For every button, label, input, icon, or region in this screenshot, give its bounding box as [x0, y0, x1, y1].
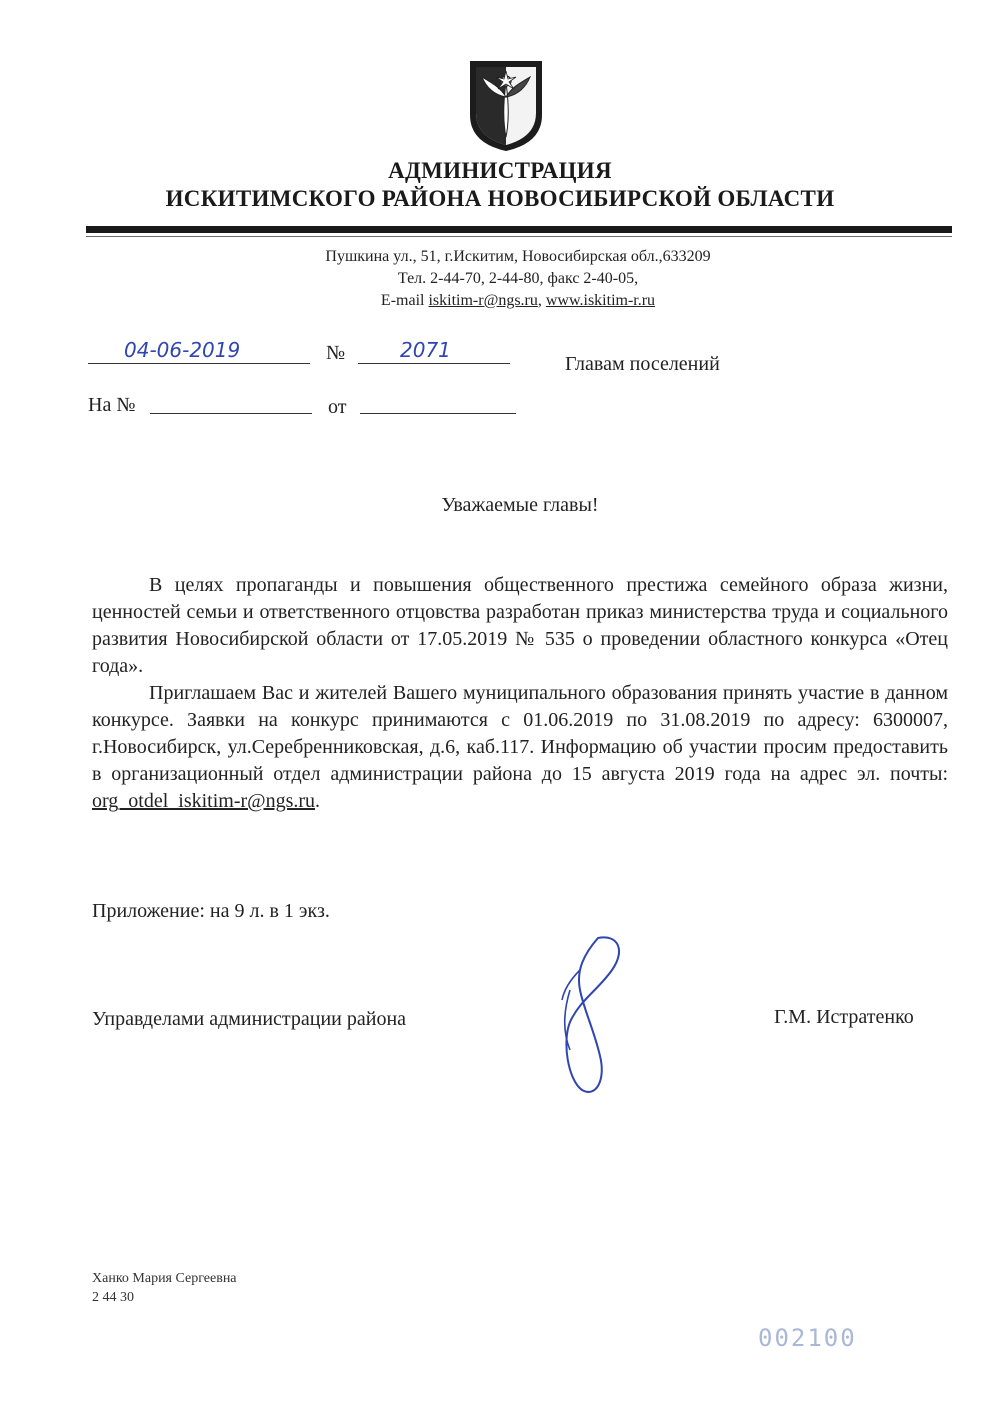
- website-link[interactable]: www.iskitim-r.ru: [545, 292, 656, 309]
- body-text: [92, 572, 948, 815]
- attachment-note: Приложение: на 9 л. в 1 экз.: [92, 900, 330, 922]
- handwritten-signature: [540, 930, 640, 1100]
- address-line1: Пушкина ул., 51, г.Искитим, Новосибирская обл.,633209: [325, 248, 711, 265]
- executor-phone: 2 44 30: [92, 1290, 134, 1305]
- recipient: Главам поселений: [565, 353, 720, 375]
- registration-number: 2071: [400, 338, 451, 362]
- signatory-name: Г.М. Истратенко: [774, 1006, 914, 1028]
- header-rule: [86, 226, 952, 233]
- org-title-line1: АДМИНИСТРАЦИЯ: [388, 158, 612, 183]
- greeting: Уважаемые главы!: [441, 494, 599, 516]
- address-line3: [0, 290, 1000, 312]
- number-label: №: [326, 342, 346, 364]
- number-line: [358, 363, 510, 364]
- from-date-line: [360, 413, 516, 414]
- incoming-stamp-number: 002100: [758, 1324, 857, 1352]
- paragraph-2: [92, 680, 948, 815]
- date-line: [88, 363, 310, 364]
- address-sep: ,: [537, 292, 546, 309]
- paragraph-2-end: .: [315, 790, 321, 812]
- paragraph-2-text: Приглашаем Вас и жителей Вашего муниципального образования принять участие в данном конкурсе. Заявки на конкурс принимаются с 01.06.2019 по 31.08.2019 по адресу: 6300007, г.Новосибирск, ул.Серебренниковская, д.6, каб.117. Информацию об участии просим предоставить в организационный отдел администрации района до 15 августа 2019 года на адрес эл. почты:: [92, 682, 948, 785]
- email-label: E-mail: [380, 292, 429, 309]
- email-link[interactable]: iskitim-r@ngs.ru: [428, 292, 538, 309]
- signatory-position: Управделами администрации района: [92, 1008, 407, 1030]
- reply-number-line: [150, 413, 312, 414]
- paragraph-1: В целях пропаганды и повышения общественного престижа семейного образа жизни, ценностей семьи и ответственного отцовства разработан приказ министерства труда и социального развития Новосибирской области от 17.05.2019 № 535 о проведении областного конкурса «Отец года».: [92, 574, 948, 677]
- coat-of-arms-emblem: [466, 57, 546, 153]
- address-line2: Тел. 2-44-70, 2-44-80, факс 2-40-05,: [397, 270, 639, 287]
- reply-label: На №: [88, 394, 136, 416]
- header-rule-thin: [86, 236, 952, 237]
- registration-date: 04-06-2019: [124, 338, 241, 362]
- contact-email-link[interactable]: org_otdel_iskitim-r@ngs.ru: [92, 790, 316, 812]
- executor-name: Ханко Мария Сергеевна: [92, 1271, 237, 1286]
- org-title-line2: ИСКИТИМСКОГО РАЙОНА НОВОСИБИРСКОЙ ОБЛАСТИ: [165, 186, 835, 211]
- from-label: от: [328, 396, 347, 418]
